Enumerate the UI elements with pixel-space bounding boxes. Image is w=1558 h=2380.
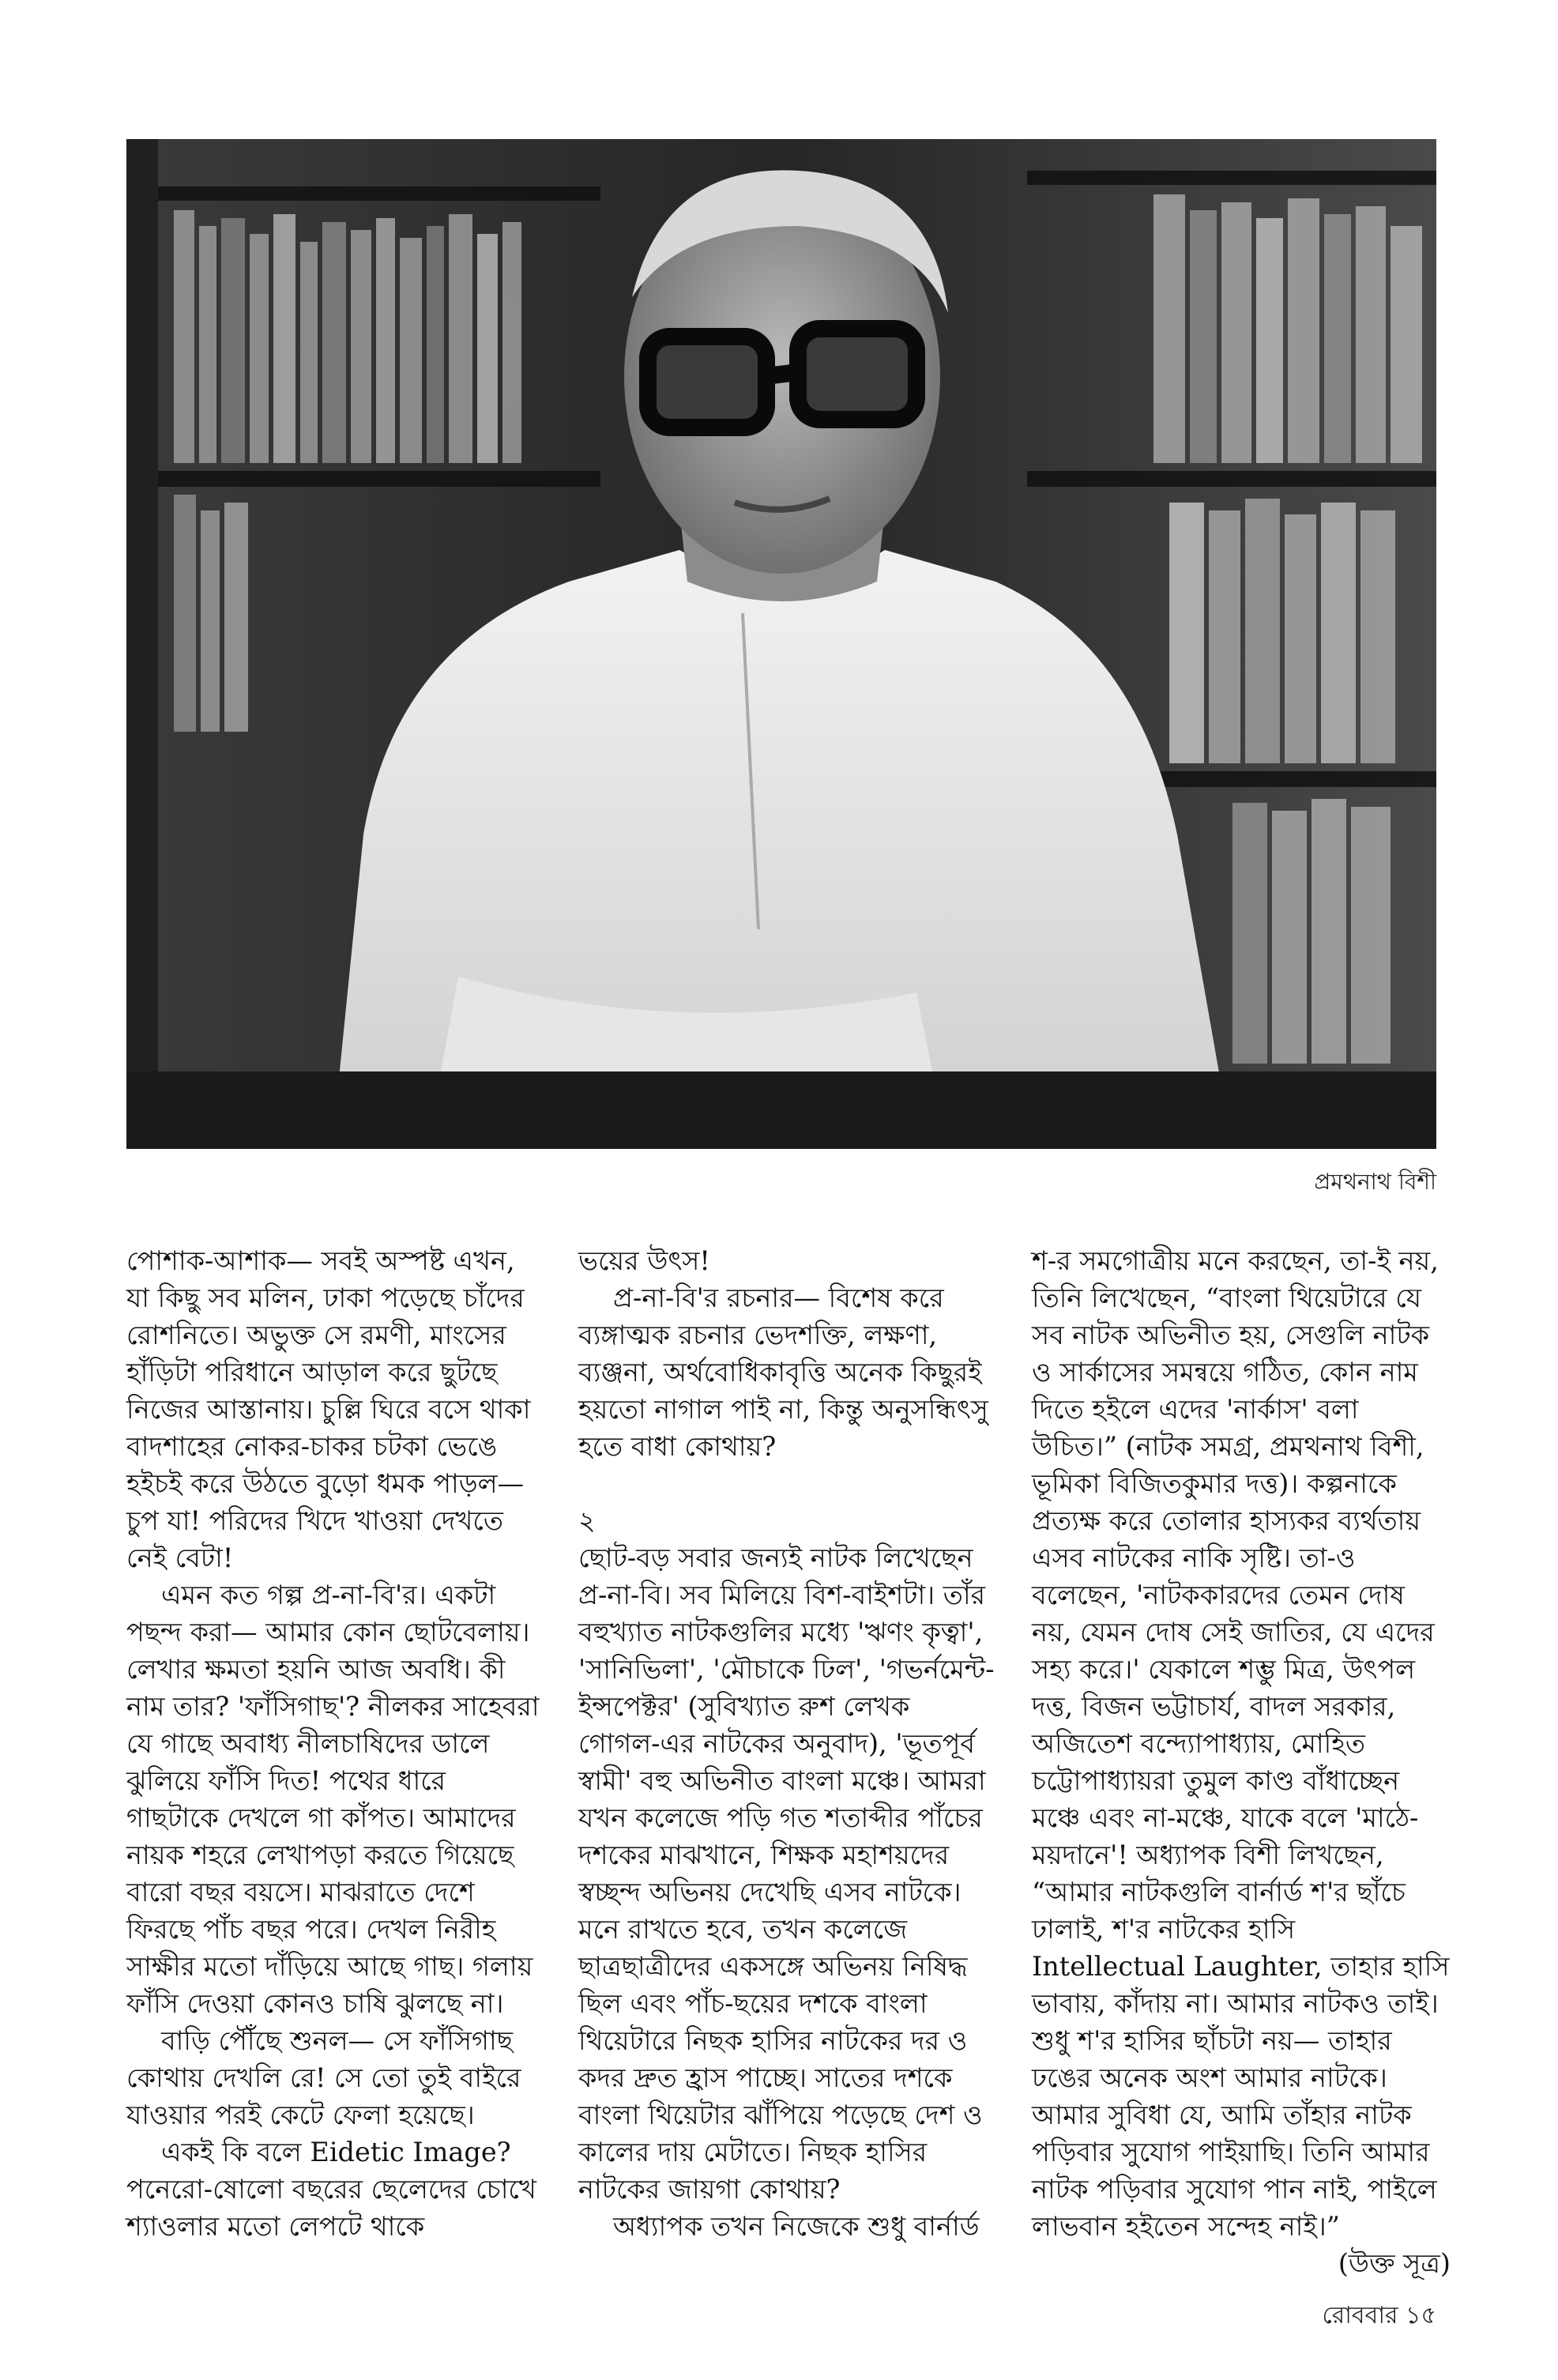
paragraph: পোশাক-আশাক— সবই অস্পষ্ট এখন, যা কিছু সব মলিন, ঢাকা পড়েছে চাঁদের রোশনিতে। অভুক্ত সে রমণী, মাংসের হাঁড়িটা পরিধানে আড়াল করে ছুটছে নিজের আস্তানায়। চুল্লি ঘিরে বসে থাকা বাদশাহের নোকর-চাকর চটকা ভেঙে হইচই করে উঠতে বুড়ো ধমক পাড়ল— চুপ যা! পরিদের খিদে খাওয়া দেখতে নেই বেটা!: [126, 1245, 531, 1573]
paragraph: প্র-না-বি'র রচনার— বিশেষ করে ব্যঙ্গাত্মক রচনার ভেদশক্তি, লক্ষণা, ব্যঞ্জনা, অর্থবোধিকাবৃত্তি অনেক কিছুরই হয়তো নাগাল পাই না, কিন্তু অনুসন্ধিৎসু হতে বাধা কোথায়?: [578, 1282, 988, 1462]
paragraph: একই কি বলে Eidetic Image? পনেরো-ষোলো বছরের ছেলেদের চোখে শ্যাওলার মতো লেপটে থাকে: [126, 2137, 536, 2242]
citation: (উক্ত সূত্র): [1338, 2248, 1451, 2279]
paragraph: শ-র সমগোত্রীয় মনে করছেন, তা-ই নয়, তিনি লিখেছেন, “বাংলা থিয়েটারে যে সব নাটক অভিনীত হয়, সেগুলি নাটক ও সার্কাসের সমন্বয়ে গঠিত, কোন নাম দিতে হইলে এদের 'নার্কাস' বলা উচিত।” (নাটক সমগ্র, প্রমথনাথ বিশী, ভূমিকা বিজিতকুমার দত্ত)। কল্পনাকে প্রত্যক্ষ করে তোলার হাস্যকর ব্যর্থতায় এসব নাটকের নাকি সৃষ্টি। তা-ও বলেছেন, 'নাটককারদের তেমন দোষ নয়, যেমন দোষ সেই জাতির, যে এদের সহ্য করে।' যেকালে শম্ভু মিত্র, উৎপল দত্ত, বিজন ভট্টাচার্য, বাদল সরকার, অজিতেশ বন্দ্যোপাধ্যায়, মোহিত চট্টোপাধ্যায়রা তুমুল কাণ্ড বাঁধাচ্ছেন মঞ্চে এবং না-মঞ্চে, যাকে বলে 'মাঠে-ময়দানে'! অধ্যাপক বিশী লিখছেন, “আমার নাটকগুলি বার্নার্ড শ'র ছাঁচে ঢালাই, শ'র নাটকের হাসি Intellectual Laughter, তাহার হাসি ভাবায়, কাঁদায় না। আমার নাটকও তাই। শুধু শ'র হাসির ছাঁচটা নয়— তাহার ঢঙের অনেক অংশ আমার নাটকে। আমার সুবিধা যে, আমি তাঁহার নাটক পড়িবার সুযোগ পাইয়াছি। তিনি আমার নাটক পড়িবার সুযোগ পান নাই, পাইলে লাভবান হইতেন সন্দেহ নাই।”: [1032, 1245, 1450, 2242]
portrait-illustration: [126, 139, 1436, 1149]
page-footer: রোববার ১৫: [1322, 2302, 1436, 2329]
photo-caption: প্রমথনাথ বিশী: [1314, 1169, 1436, 1195]
article-column-1: [126, 1242, 545, 2245]
paragraph: এমন কত গল্প প্র-না-বি'র। একটা পছন্দ করা— আমার কোন ছোটবেলায়। লেখার ক্ষমতা হয়নি আজ অবধি। কী নাম তার? 'ফাঁসিগাছ'? নীলকর সাহেবরা যে গাছে অবাধ্য নীলচাষিদের ডালে ঝুলিয়ে ফাঁসি দিত! পথের ধারে গাছটাকে দেখলে গা কাঁপত। আমাদের নায়ক শহরে লেখাপড়া করতে গিয়েছে বারো বছর বয়সে। মাঝরাতে দেশে ফিরছে পাঁচ বছর পরে। দেখল নিরীহ সাক্ষীর মতো দাঁড়িয়ে আছে গাছ। গলায় ফাঁসি দেওয়া কোনও চাষি ঝুলছে না।: [126, 1580, 540, 2019]
portrait-photo: [126, 139, 1436, 1149]
paragraph: ভয়ের উৎস!: [578, 1245, 710, 1276]
paragraph: ছোট-বড় সবার জন্যই নাটক লিখেছেন প্র-না-বি। সব মিলিয়ে বিশ-বাইশটা। তাঁর বহুখ্যাত নাটকগুলির মধ্যে 'ঋণং কৃত্বা', 'সানিভিলা', 'মৌচাকে ঢিল', 'গভর্নমেন্ট-ইন্সপেক্টর' (সুবিখ্যাত রুশ লেখক গোগল-এর নাটকের অনুবাদ), 'ভূতপূর্ব স্বামী' বহু অভিনীত বাংলা মঞ্চে। আমরা যখন কলেজে পড়ি গত শতাব্দীর পাঁচের দশকের মাঝখানে, শিক্ষক মহাশয়দের স্বচ্ছন্দ অভিনয় দেখেছি এসব নাটকে। মনে রাখতে হবে, তখন কলেজে ছাত্রছাত্রীদের একসঙ্গে অভিনয় নিষিদ্ধ ছিল এবং পাঁচ-ছয়ের দশকে বাংলা থিয়েটারে নিছক হাসির নাটকের দর ও কদর দ্রুত হ্রাস পাচ্ছে। সাতের দশকে বাংলা থিয়েটার ঝাঁপিয়ে পড়েছে দেশ ও কালের দায় মেটাতে। নিছক হাসির নাটকের জায়গা কোথায়?: [578, 1542, 995, 2205]
paragraph: বাড়ি পৌঁছে শুনল— সে ফাঁসিগাছ কোথায় দেখলি রে! সে তো তুই বাইরে যাওয়ার পরই কেটে ফেলা হয়েছে।: [126, 2025, 521, 2130]
desk: [126, 1071, 1436, 1149]
section-number: ২: [578, 1505, 596, 1536]
article-column-3: [1032, 1242, 1451, 2282]
article-column-2: [578, 1242, 997, 2245]
paragraph: অধ্যাপক তখন নিজেকে শুধু বার্নার্ড: [613, 2211, 980, 2242]
